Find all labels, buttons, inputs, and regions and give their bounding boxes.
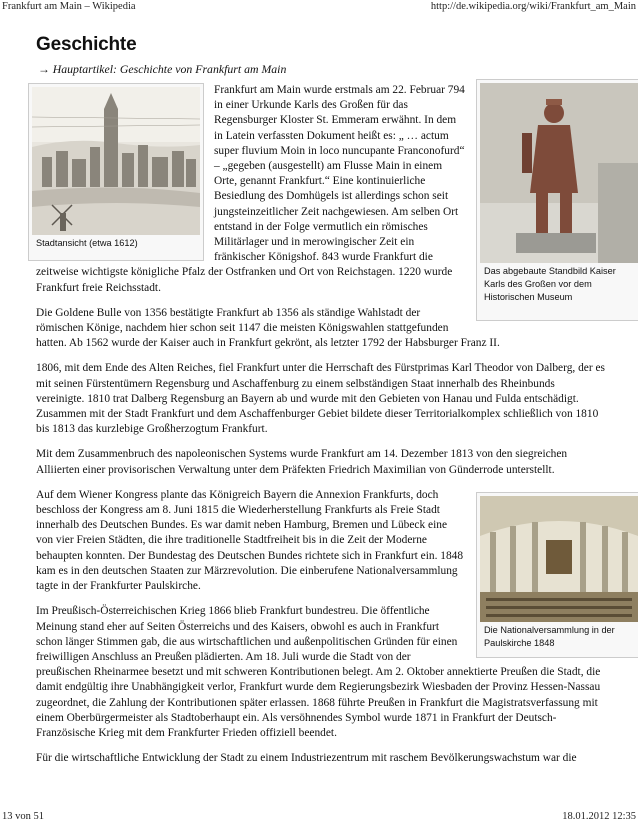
figure-standbild bbox=[476, 79, 638, 321]
print-header bbox=[0, 0, 638, 14]
standbild-image[interactable] bbox=[480, 83, 638, 263]
paragraph-5: Auf dem Wiener Kongress plante das Königreich Bayern die Annexion Frankfurts, doch beschloss der Kongress am 8. Juni 1815 die Wiederherstellung Frankfurts als Freie Stadt innerhalb des Deutschen Bundes. Es war damit neben Hamburg, Bremen und Lübeck eine von vier Freien Städten, die ihre traditionelle Stadtfreiheit bis in die Zeit der Moderne behaupten konnten. Der Bundestag des Deutschen Bundes richtete sich in Frankfurt ein. 1848 kam es in den deutschen Staaten zur Märzrevolution. Die einberufene Nationalversammlung tagte in der Frankfurter Paulskirche. bbox=[36, 488, 464, 593]
article-content bbox=[36, 34, 616, 776]
paragraph-3: 1806, mit dem Ende des Alten Reiches, fiel Frankfurt unter die Herrschaft des Fürstprimas Karl Theodor von Dalberg, der es mit seinen Fürstentümern Regensburg und Aschaffenburg zu einem selbständigen Staat innerhalb des Rheinbunds vereinigte. 1810 trat Dalberg Regensburg an Bayern ab und wurde mit den Gebieten von Hanau und Fulda entschädigt. Zusammen mit der Stadt Frankfurt und dem Aschaffenburger Gebiet bildete dieser Territorialkomplex schließlich von 1810 bis 1813 das kurzlebige Großherzogtum Frankfurt. bbox=[36, 362, 605, 436]
print-datetime: 18.01.2012 12:35 bbox=[562, 811, 636, 822]
standbild-caption: Das abgebaute Standbild Kaiser Karls des Großen vor dem Historischen Museum bbox=[484, 266, 616, 302]
paragraph-4: Mit dem Zusammenbruch des napoleonischen Systems wurde Frankfurt am 14. Dezember 1813 von den siegreichen Alliierten einer provisorischen Verwaltung unter dem Präfekten Friedrich Maximilian von Günderrode unterstellt. bbox=[36, 448, 568, 476]
main-article-link[interactable]: → Hauptartikel: Geschichte von Frankfurt am Main bbox=[38, 62, 287, 76]
print-footer bbox=[0, 810, 638, 824]
figure-paulskirche bbox=[476, 492, 638, 658]
paragraph-2: Die Goldene Bulle von 1356 bestätigte Frankfurt ab 1356 als ständige Wahlstadt der römischen Könige, nachdem hier schon seit 1147 die meisten Königswahlen stattgefunden hatten. Ab 1562 wurde der Kaiser auch in Frankfurt gekrönt, als letzter 1792 der Habsburger Franz II. bbox=[36, 306, 500, 350]
paragraph-7: Für die wirtschaftliche Entwicklung der Stadt zu einem Industriezentrum mit raschem Bevölkerungswachstum war die bbox=[36, 752, 577, 765]
page-url: http://de.wikipedia.org/wiki/Frankfurt_am_Main bbox=[430, 1, 636, 12]
paulskirche-image[interactable] bbox=[480, 496, 638, 622]
paragraph-6: Im Preußisch-Österreichischen Krieg 1866 blieb Frankfurt bundestreu. Die öffentliche Meinung stand eher auf Seiten Österreichs und des Kaisers, obwohl es auch in Frankfurt schon länger Stimmen gab, die aus wirtschaftlichen und außenpolitischen Gründen für einen freiwilligen Anschluss an Preußen plädierten. Am 18. Juli wurde die Stadt von der preußischen Rheinarmee besetzt und mit schweren Kontributionen belegt. Am 2. Oktober annektierte Preußen die Stadt, die damit endgültig ihre Unabhängigkeit verlor, Frankfurt wurde dem Regierungsbezirk Wiesbaden der Provinz Hessen-Nassau zugeordnet, die Zahlung der Kontributionen später erlassen. 1868 führte Preußen in Frankfurt die Magistratsverfassung mit einem Oberbürgermeister als Stadtoberhaupt ein. Als versöhnendes Symbol wurde 1871 in Frankfurt der Deutsch-Französische Krieg mit dem Frankfurter Frieden offiziell beendet. bbox=[36, 605, 601, 739]
stadtansicht-caption: Stadtansicht (etwa 1612) bbox=[36, 238, 138, 248]
page-title: Frankfurt am Main – Wikipedia bbox=[2, 1, 136, 12]
stadtansicht-image[interactable] bbox=[32, 87, 200, 235]
figure-stadtansicht bbox=[28, 83, 204, 261]
section-heading: Geschichte bbox=[36, 34, 137, 55]
page-counter: 13 von 51 bbox=[2, 811, 44, 822]
paulskirche-caption: Die Nationalversammlung in der Paulskirche 1848 bbox=[484, 624, 615, 648]
paragraph-1: Frankfurt am Main wurde erstmals am 22. Februar 794 in einer Urkunde Karls des Großen für das Regensburger Kloster St. Emmeram erwähnt. In dem in Latein verfassten Dokument heißt es: „ … actum super fluvium Moin in loco nuncupante Franconofurd“ – „gegeben (ausgestellt) am Flusse Main in einem Orte, genannt Frankfurt.“ Eine kontinuierliche Besiedlung des Domhügels ist allerdings schon seit jungsteinzeitlicher Zeit nachgewiesen. Am selben Ort entstand in der Folge vermutlich ein römisches Militärlager und in merowingischer Zeit ein fränkischer Königshof. 843 wurde Frankfurt die zeitweise wichtigste königliche Pfalz der Ostfranken und Ort von Reichstagen. 1220 wurde Frankfurt freie Reichsstadt. bbox=[36, 84, 465, 294]
